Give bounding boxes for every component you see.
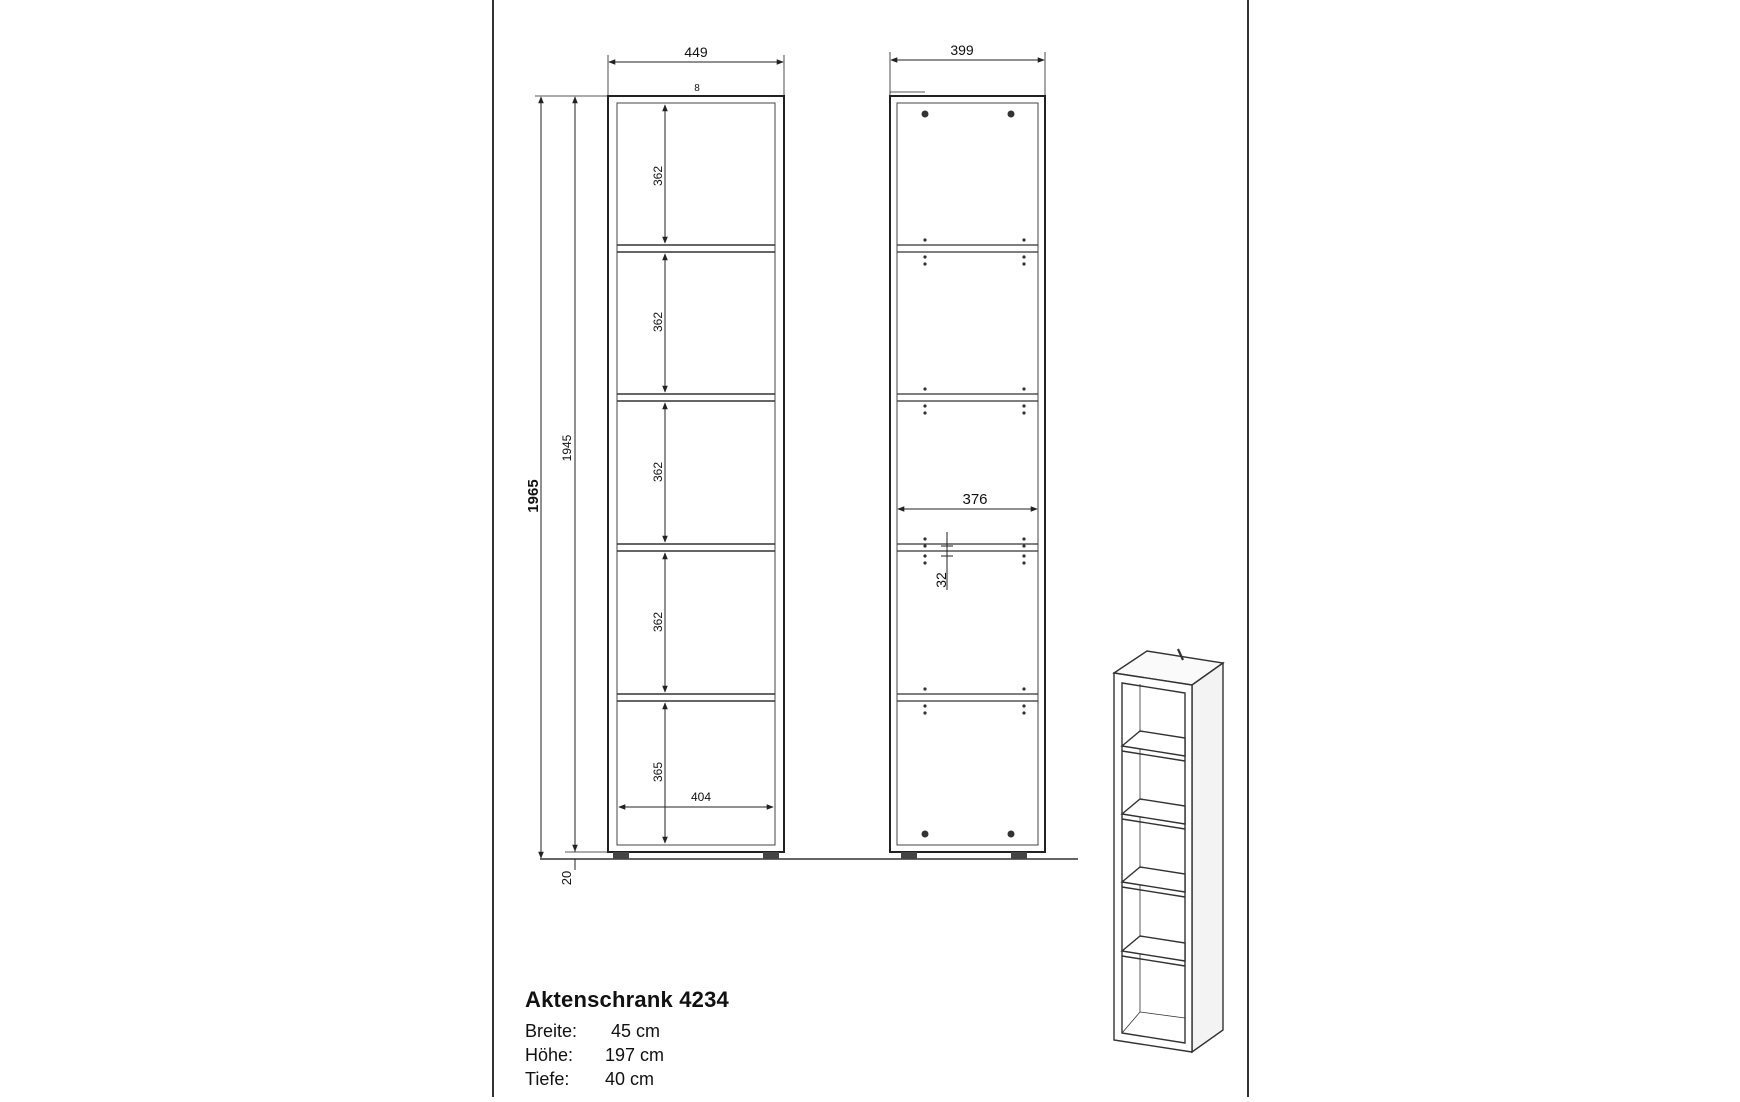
spec-value: 40 cm	[605, 1069, 655, 1089]
side-view	[890, 42, 1045, 859]
screw-hole	[1008, 831, 1015, 838]
dim-label-feet-height: 20	[559, 870, 574, 886]
spec-row-width	[525, 1019, 945, 1043]
side-inner-outline	[897, 103, 1038, 845]
dim-label-compartment: 362	[651, 311, 665, 333]
height-dimensions	[525, 96, 608, 885]
dim-label-inner-depth: 376	[962, 491, 988, 508]
iso-side	[1192, 663, 1223, 1052]
spec-row-depth	[525, 1067, 945, 1091]
screw-hole	[922, 111, 929, 118]
dim-label-hole-spacing: 32	[933, 572, 949, 588]
front-foot-left	[613, 852, 629, 859]
dim-label-front-width: 449	[684, 44, 708, 60]
dim-label-total-height: 1965	[525, 479, 542, 513]
shelf-pin-holes	[923, 238, 1025, 714]
side-foot-right	[1011, 852, 1027, 859]
front-inner-outline	[617, 103, 775, 845]
screw-hole	[1008, 111, 1015, 118]
dim-label-inner-width: 404	[690, 790, 712, 804]
iso-front	[1114, 673, 1192, 1052]
spec-value: 197 cm	[605, 1045, 665, 1065]
product-title: Aktenschrank 4234	[525, 987, 729, 1012]
product-info	[525, 987, 945, 1091]
isometric-cabinet-view	[1114, 649, 1223, 1052]
spec-label: Tiefe:	[525, 1069, 570, 1089]
front-view	[608, 44, 784, 859]
dim-label-side-width: 399	[950, 42, 974, 58]
screw-hole	[922, 831, 929, 838]
front-cabinet-outline	[608, 96, 784, 852]
dim-label-compartment: 362	[651, 461, 665, 483]
dim-label-compartment: 365	[651, 761, 665, 783]
spec-value: 45 cm	[611, 1021, 661, 1041]
front-foot-right	[763, 852, 779, 859]
spec-label: Breite:	[525, 1021, 578, 1041]
dim-label-compartment: 362	[651, 165, 665, 187]
dim-label-compartment: 362	[651, 611, 665, 633]
spec-label: Höhe:	[525, 1045, 574, 1065]
spec-row-height	[525, 1043, 945, 1067]
side-foot-left	[901, 852, 917, 859]
dim-label-top-gap: 8	[694, 83, 700, 94]
side-cabinet-outline	[890, 96, 1045, 852]
dim-label-body-height: 1945	[560, 434, 574, 462]
